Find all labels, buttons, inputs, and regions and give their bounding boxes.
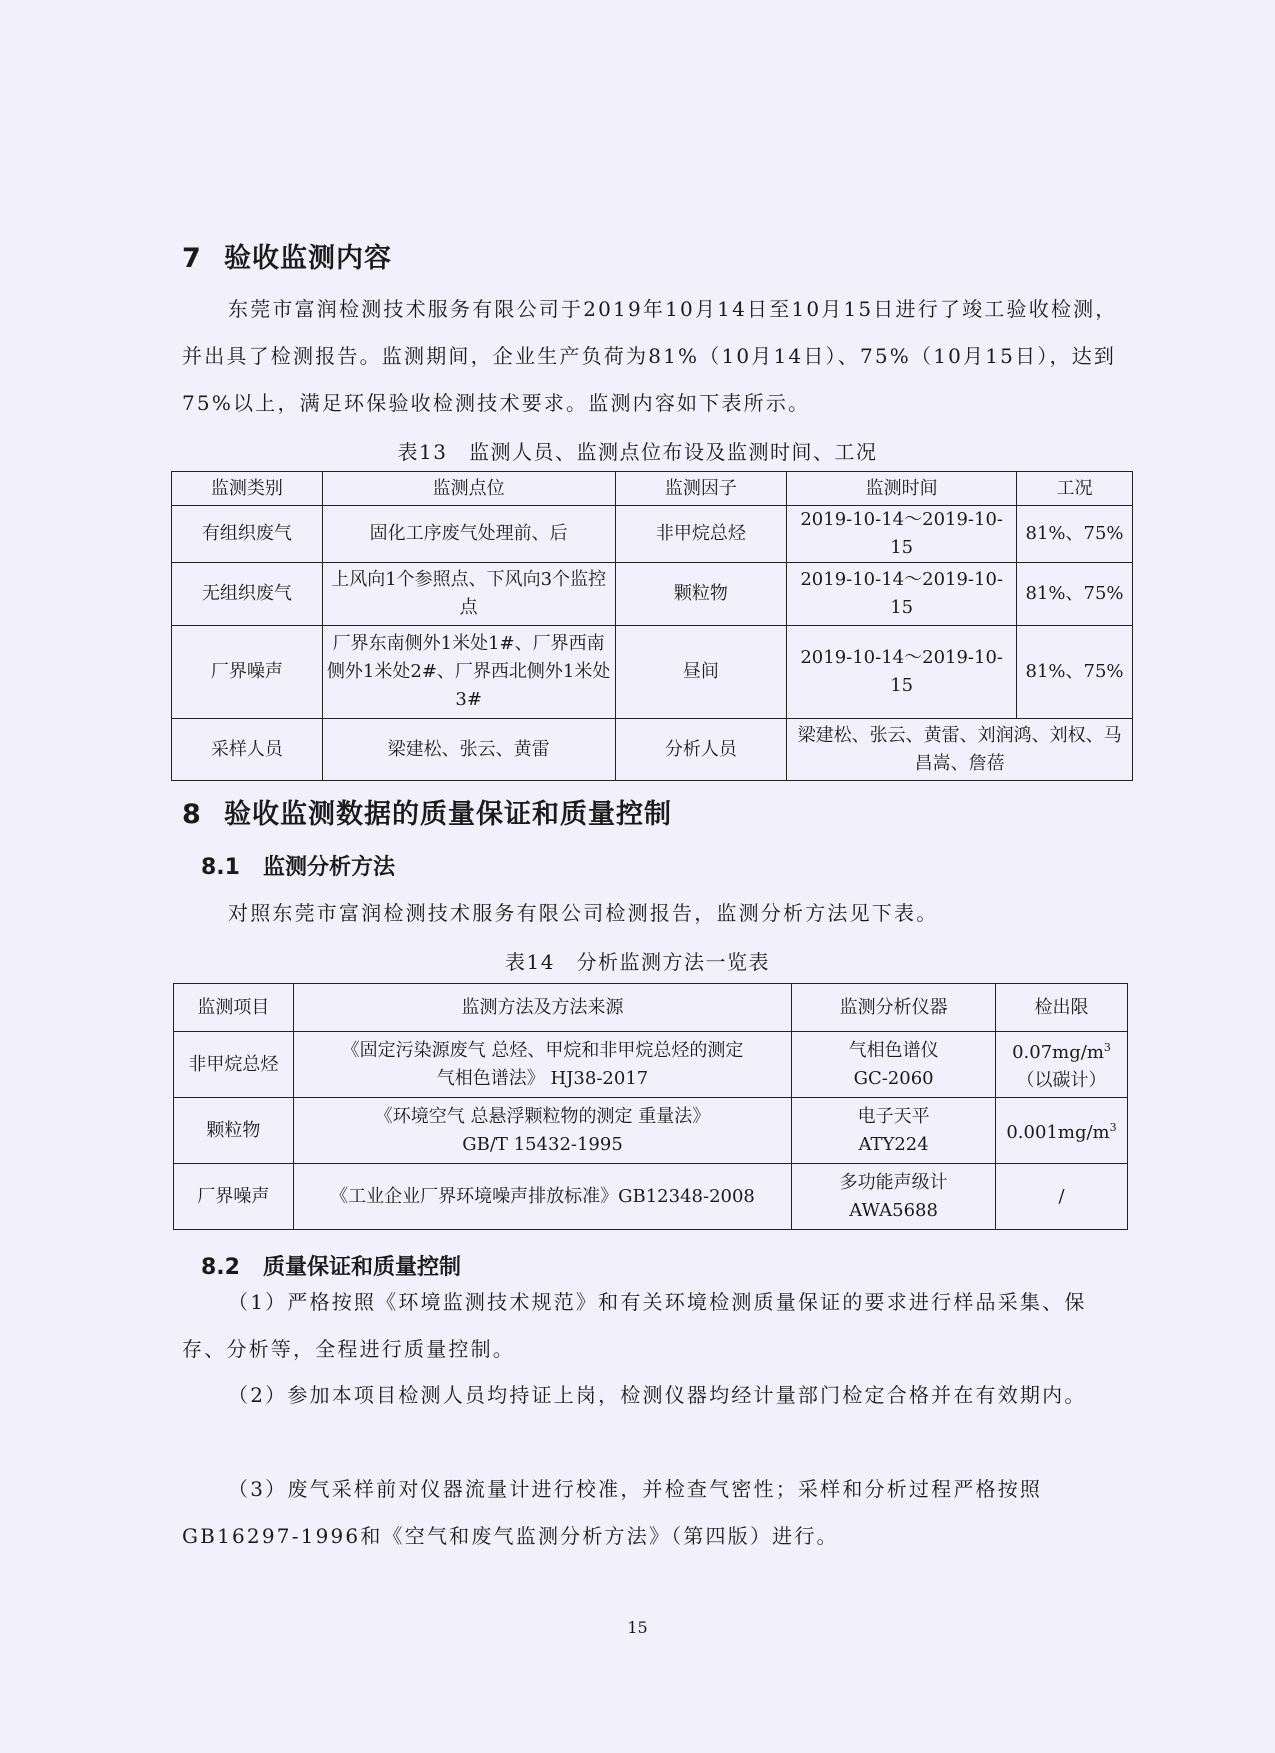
table-row xyxy=(172,506,1133,563)
table-cell: 昼间 xyxy=(615,626,787,719)
sampling-staff-label: 采样人员 xyxy=(172,719,323,781)
detection-limit-value: 0.001mg/m xyxy=(1006,1122,1110,1143)
table-cell: 有组织废气 xyxy=(172,506,323,563)
detection-limit-value: / xyxy=(1058,1185,1065,1207)
detection-limit-exponent: 3 xyxy=(1109,1121,1117,1134)
table-row xyxy=(174,1164,1128,1230)
section-7-number: 7 xyxy=(182,243,202,274)
table-13-staff-row xyxy=(172,719,1133,781)
table-row xyxy=(172,563,1133,626)
detection-limit xyxy=(998,1114,1125,1147)
analysis-staff-names: 梁建松、张云、黄雷、刘润鸿、刘权、马昌嵩、詹蓓 xyxy=(787,719,1133,781)
table-14 xyxy=(173,983,1128,1230)
detection-limit xyxy=(998,1034,1125,1067)
table-cell: 2019-10-14～2019-10-15 xyxy=(787,626,1017,719)
table-cell: 上风向1个参照点、下风向3个监控点 xyxy=(322,563,615,626)
method-line: 《工业企业厂界环境噪声排放标准》GB12348-2008 xyxy=(330,1185,755,1207)
table-13-header-cell: 工况 xyxy=(1017,472,1133,506)
table-13-caption: 表13 监测人员、监测点位布设及监测时间、工况 xyxy=(397,440,878,464)
table-13-header-cell: 监测类别 xyxy=(172,472,323,506)
analysis-staff-label: 分析人员 xyxy=(615,719,787,781)
instrument-name: 多功能声级计 xyxy=(839,1171,948,1193)
section-8-1-number: 8.1 xyxy=(201,855,240,880)
table-row xyxy=(174,1032,1128,1098)
table-13-header-cell: 监测因子 xyxy=(615,472,787,506)
table-13-header-cell: 监测时间 xyxy=(787,472,1017,506)
table-cell xyxy=(792,1032,996,1098)
table-cell: 厂界噪声 xyxy=(174,1164,294,1230)
qc-item-2: （2）参加本项目检测人员均持证上岗，检测仪器均经计量部门检定合格并在有效期内。 xyxy=(228,1383,1087,1407)
table-cell xyxy=(293,1098,791,1164)
table-cell xyxy=(792,1164,996,1230)
instrument-model: GC-2060 xyxy=(853,1067,934,1089)
method-line: 《固定污染源废气 总烃、甲烷和非甲烷总烃的测定 xyxy=(341,1039,744,1061)
table-cell: 厂界噪声 xyxy=(172,626,323,719)
table-cell: 81%、75% xyxy=(1017,626,1133,719)
instrument-model: AWA5688 xyxy=(849,1199,938,1221)
table-cell: 2019-10-14～2019-10-15 xyxy=(787,506,1017,563)
table-row xyxy=(174,1098,1128,1164)
section-8-2-title: 质量保证和质量控制 xyxy=(263,1255,462,1280)
detection-limit-exponent: 3 xyxy=(1103,1041,1111,1054)
detection-limit-value: 0.07mg/m xyxy=(1012,1042,1104,1063)
section-8-1-heading xyxy=(201,850,395,881)
table-cell xyxy=(996,1032,1128,1098)
page-number: 15 xyxy=(627,1618,648,1637)
detection-limit-note: （以碳计） xyxy=(1016,1070,1107,1091)
section-8-heading xyxy=(182,792,672,831)
instrument-name: 气相色谱仪 xyxy=(848,1039,939,1061)
instrument-model: ATY224 xyxy=(858,1133,929,1155)
section-7-title: 验收监测内容 xyxy=(224,243,392,274)
table-cell xyxy=(792,1098,996,1164)
table-14-header-cell: 检出限 xyxy=(996,984,1128,1032)
section-8-1-title: 监测分析方法 xyxy=(263,855,396,880)
table-cell: 固化工序废气处理前、后 xyxy=(322,506,615,563)
section-8-number: 8 xyxy=(182,799,202,830)
table-cell xyxy=(996,1098,1128,1164)
table-14-header-cell: 监测分析仪器 xyxy=(792,984,996,1032)
sampling-staff-names: 梁建松、张云、黄雷 xyxy=(322,719,615,781)
table-cell: 厂界东南侧外1米处1#、厂界西南侧外1米处2#、厂界西北侧外1米处3# xyxy=(322,626,615,719)
table-cell: 81%、75% xyxy=(1017,563,1133,626)
section-7-heading xyxy=(182,236,392,275)
table-cell: 非甲烷总烃 xyxy=(174,1032,294,1098)
table-cell xyxy=(293,1164,791,1230)
table-cell: 2019-10-14～2019-10-15 xyxy=(787,563,1017,626)
qc-item-1: （1）严格按照《环境监测技术规范》和有关环境检测质量保证的要求进行样品采集、保存、分析等，全程进行质量控制。 xyxy=(182,1290,1087,1361)
section-8-1-paragraph: 对照东莞市富润检测技术服务有限公司检测报告，监测分析方法见下表。 xyxy=(228,901,939,925)
instrument-name: 电子天平 xyxy=(857,1105,930,1127)
table-cell: 81%、75% xyxy=(1017,506,1133,563)
table-14-header-cell: 监测方法及方法来源 xyxy=(293,984,791,1032)
table-13 xyxy=(171,471,1133,781)
table-13-header-row xyxy=(172,472,1133,506)
table-14-header-row xyxy=(174,984,1128,1032)
table-cell xyxy=(996,1164,1128,1230)
section-8-2-number: 8.2 xyxy=(201,1255,240,1280)
table-cell xyxy=(293,1032,791,1098)
section-8-2-heading xyxy=(201,1250,461,1281)
section-8-title: 验收监测数据的质量保证和质量控制 xyxy=(224,799,672,830)
table-13-header-cell: 监测点位 xyxy=(322,472,615,506)
table-14-caption: 表14 分析监测方法一览表 xyxy=(505,950,770,974)
table-cell: 颗粒物 xyxy=(174,1098,294,1164)
table-cell: 非甲烷总烃 xyxy=(615,506,787,563)
section-7-paragraph: 东莞市富润检测技术服务有限公司于2019年10月14日至10月15日进行了竣工验收检测，并出具了检测报告。监测期间，企业生产负荷为81%（10月14日）、75%（10月15日），达到75%以上，满足环保验收检测技术要求。监测内容如下表所示。 xyxy=(182,297,1118,415)
method-line: GB/T 15432-1995 xyxy=(462,1133,623,1155)
table-cell: 颗粒物 xyxy=(615,563,787,626)
method-line: 气相色谱法》 HJ38-2017 xyxy=(436,1067,649,1089)
table-14-header-cell: 监测项目 xyxy=(174,984,294,1032)
method-line: 《环境空气 总悬浮颗粒物的测定 重量法》 xyxy=(374,1105,711,1127)
table-row xyxy=(172,626,1133,719)
table-cell: 无组织废气 xyxy=(172,563,323,626)
qc-item-3: （3）废气采样前对仪器流量计进行校准，并检查气密性；采样和分析过程严格按照GB16297-1996和《空气和废气监测分析方法》（第四版）进行。 xyxy=(182,1477,1043,1548)
